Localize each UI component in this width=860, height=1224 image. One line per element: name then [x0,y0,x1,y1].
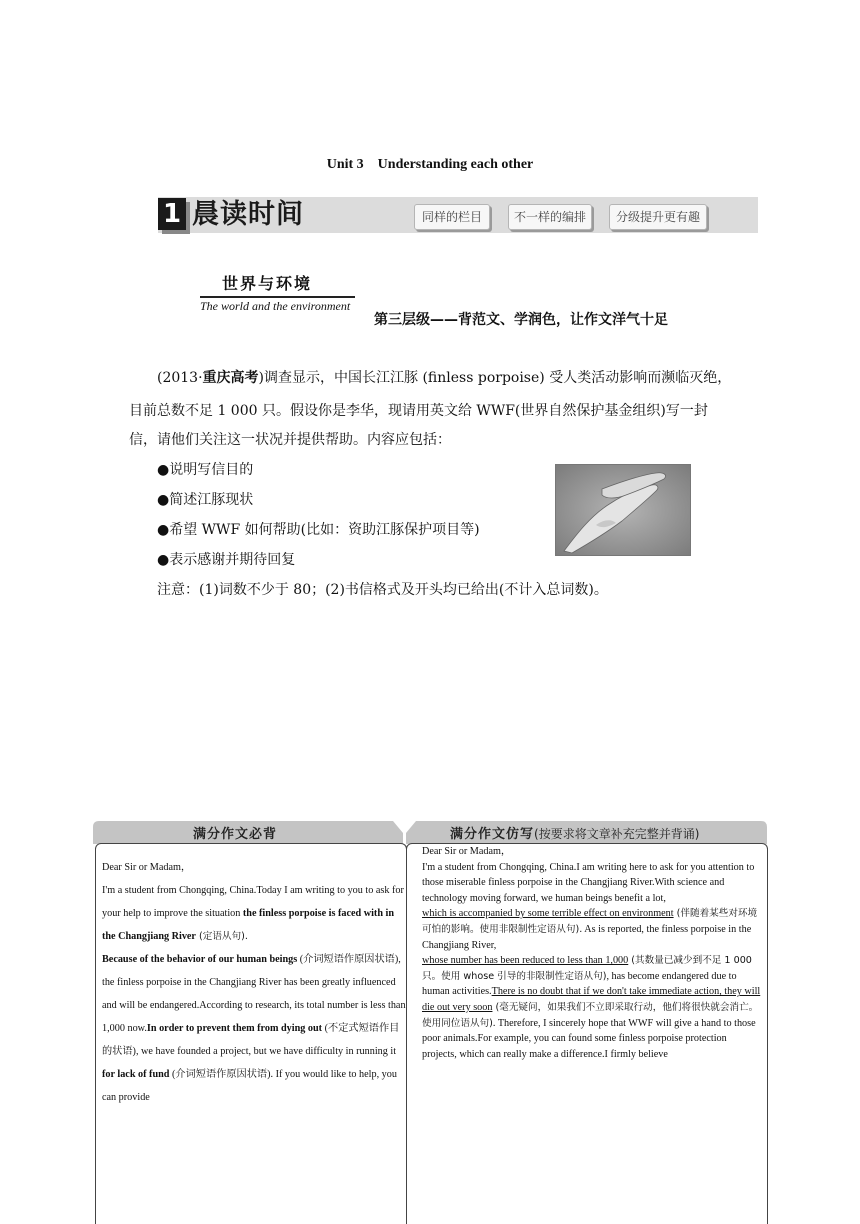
prompt-bullet: ●说明写信目的 [157,462,254,478]
imitation-paragraph: I'm a student from Chongqing, China.I am writing here to ask for you attention to those miserable finless porpoise in the Changjiang River.With science and technology moving forward, we human beings benefit a lot, which is accompanied by some terrible effect on environment (伴随着某些对环境可怕的影响。使用非限制性定语从句). As is reported, the finless porpoise in the Changjiang River, whose number has been reduced to less than 1,000 (其数量已减少到不足 1 000 只。使用 whose 引导的非限制性定语从句), has become endangered due to human activities.There is no doubt that if we don't take immediate action, they will die out very soon (毫无疑问，如果我们不立即采取行动，他们将很快就会消亡。使用同位语从句). Therefore, I sincerely hope that WWF will give a hand to those poor animals.For example, you can found some finless porpoise protection projects, which can really make a difference.I firmly believe [422,861,761,1060]
imitation-essay-text [422,844,764,1062]
prompt-line-1-rest: )调查显示，中国长江江豚 (finless porpoise) 受人类活动影响而濒临灭绝， [258,370,732,386]
model-paragraph: I'm a student from Chongqing, China.Today I am writing to you to ask for your help to improve the situation the finless porpoise is faced with in the Changjiang River (定语从句). [102,885,404,942]
header-imitation-label [450,823,699,843]
level-heading: 第三层级——背范文、学润色，让作文洋气十足 [374,312,668,328]
prompt-source: 重庆高考 [202,370,259,386]
imitation-greeting: Dear Sir or Madam， [422,846,512,857]
blank-answer-2: whose number has been reduced to less than 1,000 [422,955,629,967]
header-must-memorize-label: 满分作文必背 [193,827,278,842]
banner-title: 晨读时间 [192,199,304,230]
section-logo-cn: 世界与环境 [222,274,313,293]
unit-title: Unit 3 Understanding each other [326,157,534,172]
tab-different-layout: 不一样的编排 [508,204,592,230]
model-essay-text [102,856,407,1109]
prompt-line-1 [157,368,731,388]
tab-same-column: 同样的栏目 [414,204,490,230]
header-must-memorize [93,819,403,844]
model-paragraph: Because of the behavior of our human beings (介词短语作原因状语), the finless porpoise in the Changjiang River has been greatly influenced and will be endangered.According to research, its total number is less than 1,000 now.In order to prevent them from dying out (不定式短语作目的状语), we have founded a project, but we have difficulty in running it for lack of fund (介词短语作原因状语). If you would like to help, you can provide [102,954,406,1103]
prompt-prefix: (2013· [157,370,203,386]
prompt-bullet: ●简述江豚现状 [157,492,254,508]
tab-graded-improvement: 分级提升更有趣 [609,204,707,230]
banner-number: 1 [158,198,186,230]
header-imitation-note: (按要求将文章补充完整并背诵) [534,827,700,841]
section-logo-divider [200,296,355,298]
prompt-bullet: ●表示感谢并期待回复 [157,552,296,568]
porpoise-photo [555,464,691,556]
blank-answer-1: which is accompanied by some terrible effect on environment [422,908,674,920]
header-imitation [406,819,767,844]
prompt-note: 注意：(1)词数不少于 80；(2)书信格式及开头均已给出(不计入总词数)。 [157,582,608,598]
header-imitation-title: 满分作文仿写 [450,827,535,842]
section-logo-en: The world and the environment [200,299,351,313]
prompt-line-3: 信，请他们关注这一状况并提供帮助。内容应包括： [129,432,451,448]
model-greeting: Dear Sir or Madam， [102,862,192,873]
blank-answer-3: There is no doubt that if we don't take immediate action, they will die out very soon [422,986,761,1013]
prompt-line-2: 目前总数不足 1 000 只。假设你是李华，现请用英文给 WWF(世界自然保护基金组织)写一封 [129,403,708,419]
prompt-bullet: ●希望 WWF 如何帮助(比如：资助江豚保护项目等) [157,522,480,538]
